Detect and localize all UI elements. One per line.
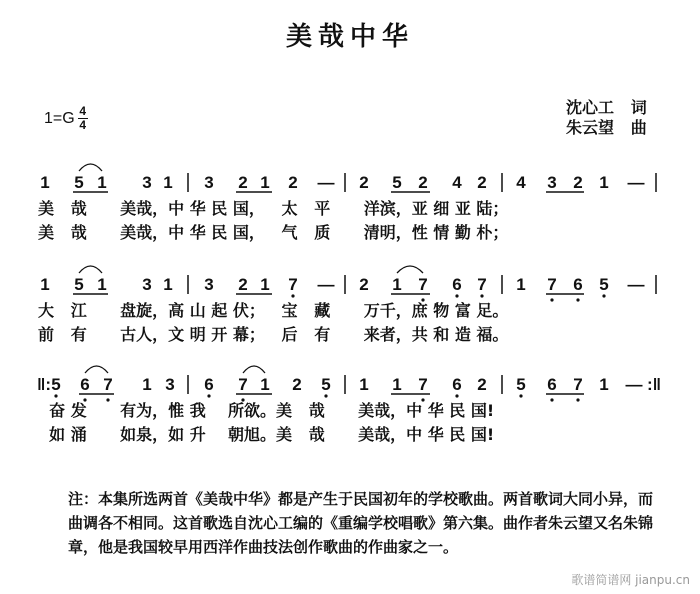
note: 7 xyxy=(477,275,487,294)
note: 7 xyxy=(547,275,557,294)
low-octave-dot xyxy=(550,298,553,301)
dash-extension: — xyxy=(317,275,335,294)
note: 1 xyxy=(260,173,270,192)
note: 1 xyxy=(260,275,270,294)
note: 2 xyxy=(477,375,487,394)
lyric-line: 大 江 盘旋，高 山 起 伏； 宝 藏 万千，庶 物 富 足。 xyxy=(38,301,509,320)
dash-extension: — xyxy=(627,275,645,294)
dash-extension: — xyxy=(627,173,645,192)
note: 2 xyxy=(238,173,248,192)
note: 5 xyxy=(392,173,402,192)
low-octave-dot xyxy=(602,294,605,297)
note: 7 xyxy=(418,275,428,294)
note: 6 xyxy=(573,275,583,294)
lyric-line: 前 有 古人，文 明 开 幕； 后 有 来者，共 和 造 福。 xyxy=(38,325,509,344)
notation-row xyxy=(40,266,656,302)
note: 2 xyxy=(288,173,298,192)
low-octave-dot xyxy=(519,394,522,397)
song-title: 美哉中华 xyxy=(285,22,414,52)
dash-extension: — xyxy=(625,375,643,394)
dash-extension: — xyxy=(317,173,335,192)
note: 2 xyxy=(477,173,487,192)
note: 1 xyxy=(392,375,402,394)
slur xyxy=(79,266,102,273)
footnote xyxy=(68,487,658,559)
note: 1 xyxy=(392,275,402,294)
note: 5 xyxy=(51,375,61,394)
lyricist-credit: 沈心工 词 xyxy=(566,98,647,117)
note: 1 xyxy=(142,375,152,394)
note: 1 xyxy=(359,375,369,394)
lyric-line: 美 哉 美哉，中 华 民 国， 太 平 洋滨，亚 细 亚 陆； xyxy=(38,199,509,218)
time-denominator: 4 xyxy=(79,118,87,132)
lyric-line: 如 涌 如泉，如 升 朝旭。美 哉 美哉，中 华 民 国! xyxy=(38,425,495,444)
note: 1 xyxy=(163,275,173,294)
note: 7 xyxy=(573,375,583,394)
slur xyxy=(79,164,102,171)
note: 6 xyxy=(452,275,462,294)
time-numerator: 4 xyxy=(79,104,87,118)
note: 3 xyxy=(142,173,152,192)
note: 4 xyxy=(516,173,526,192)
note: 6 xyxy=(547,375,557,394)
note: 7 xyxy=(238,375,248,394)
note: 6 xyxy=(80,375,90,394)
note: 1 xyxy=(599,173,609,192)
slur xyxy=(85,366,108,373)
lyric-line: 奋 发 有为，惟 我 所欲。美 哉 美哉，中 华 民 国! xyxy=(38,401,495,420)
note: 6 xyxy=(204,375,214,394)
note: 7 xyxy=(418,375,428,394)
note: 3 xyxy=(204,173,214,192)
lyric-line: 美 哉 美哉，中 华 民 国， 气 质 清明，性 情 勤 朴； xyxy=(38,223,509,242)
watermark: 歌谱简谱网 jianpu.cn xyxy=(571,573,690,587)
repeat-sign: ‖: xyxy=(36,375,52,394)
note: 6 xyxy=(452,375,462,394)
note: 4 xyxy=(452,173,462,192)
key-prefix: 1=G xyxy=(44,109,75,127)
note: 2 xyxy=(418,173,428,192)
note: 2 xyxy=(359,173,369,192)
note: 7 xyxy=(103,375,113,394)
note: 1 xyxy=(516,275,526,294)
note: 5 xyxy=(321,375,331,394)
note: 3 xyxy=(142,275,152,294)
note: 1 xyxy=(599,375,609,394)
notation-row xyxy=(37,366,661,402)
low-octave-dot xyxy=(550,398,553,401)
repeat-sign: :‖ xyxy=(646,375,662,394)
notation-row xyxy=(40,164,656,192)
note: 3 xyxy=(165,375,175,394)
note: 7 xyxy=(288,275,298,294)
footnote-text: 本集所选两首《美哉中华》都是产生于民国初年的学校歌曲。两首歌词大同小异，而曲调各不相同。这首歌选自沈心工编的《重编学校唱歌》第六集。曲作者朱云望又名朱锦章，他是我国较早用西洋作曲技法创作歌曲的作曲家之一。 xyxy=(68,490,654,556)
note: 2 xyxy=(238,275,248,294)
slur xyxy=(397,266,423,273)
note: 5 xyxy=(599,275,609,294)
note: 1 xyxy=(260,375,270,394)
note: 2 xyxy=(292,375,302,394)
note: 3 xyxy=(547,173,557,192)
note: 1 xyxy=(40,275,50,294)
note: 2 xyxy=(359,275,369,294)
footnote-label: 注： xyxy=(68,490,99,508)
low-octave-dot xyxy=(576,298,579,301)
slur xyxy=(243,366,265,373)
note: 1 xyxy=(97,275,107,294)
composer-credit: 朱云望 曲 xyxy=(566,118,647,137)
note: 1 xyxy=(40,173,50,192)
note: 5 xyxy=(74,275,84,294)
note: 5 xyxy=(516,375,526,394)
note: 1 xyxy=(97,173,107,192)
note: 3 xyxy=(204,275,214,294)
note: 5 xyxy=(74,173,84,192)
note: 1 xyxy=(163,173,173,192)
low-octave-dot xyxy=(576,398,579,401)
note: 2 xyxy=(573,173,583,192)
